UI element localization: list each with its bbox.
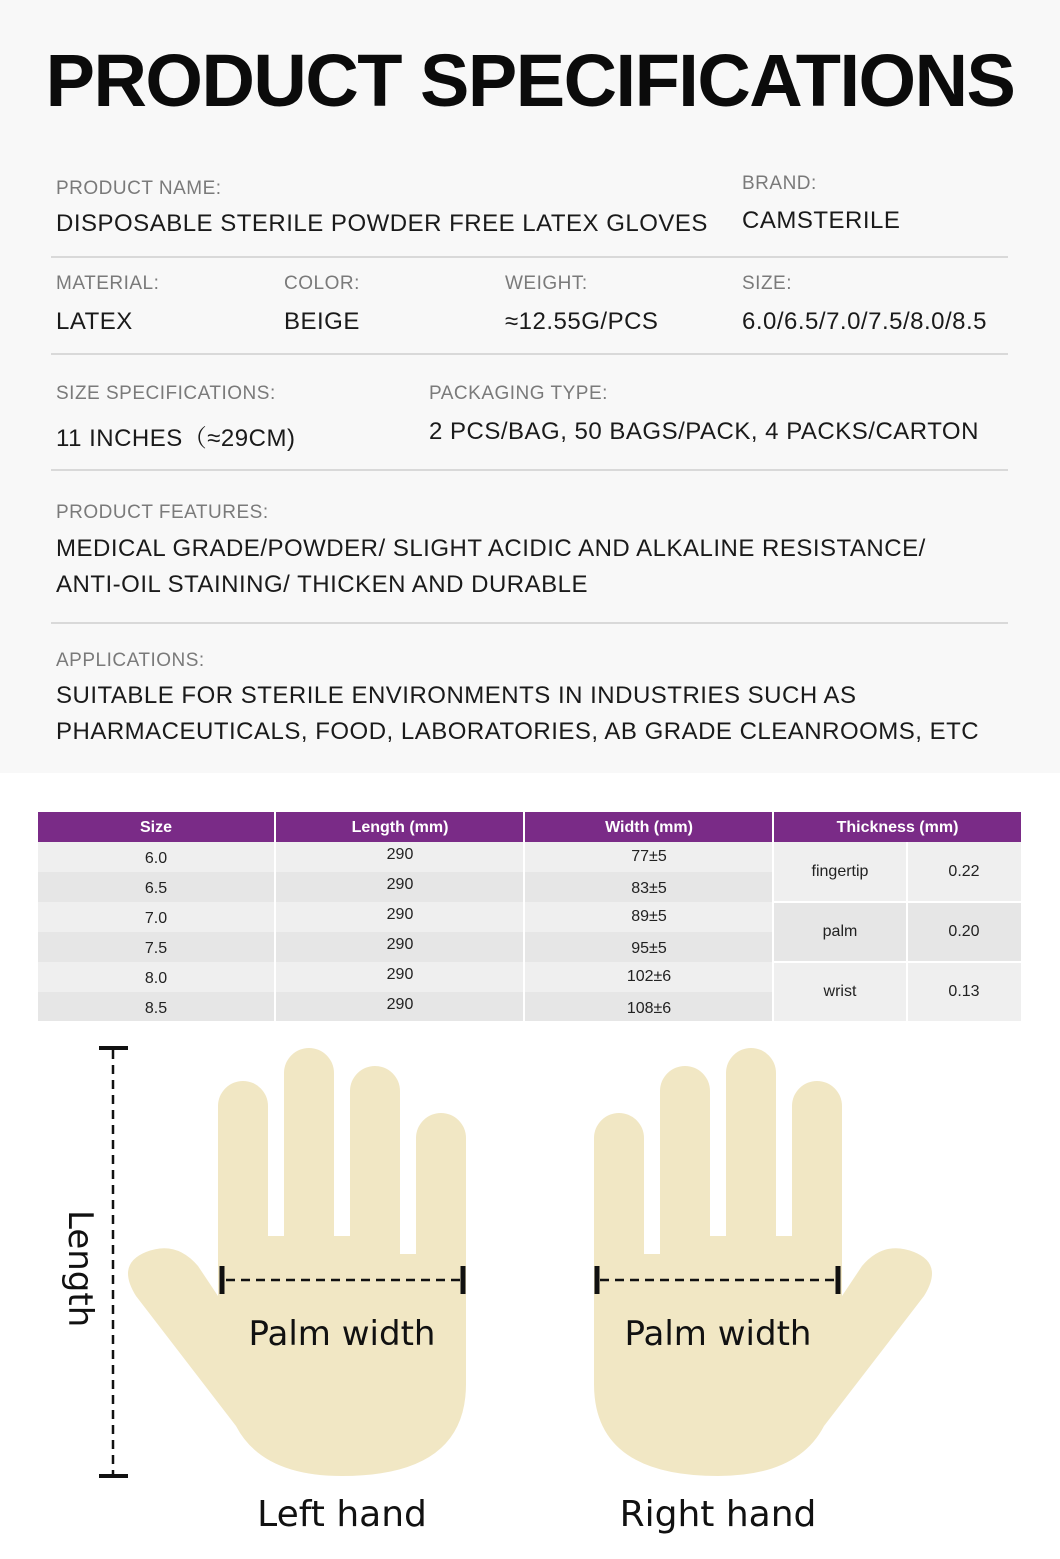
column-divider: [523, 842, 525, 1021]
thickness-value: 0.13: [948, 983, 980, 1000]
size-specifications-value: 11 INCHES（≈29CM): [56, 425, 296, 452]
glove-diagram: [0, 1030, 1060, 1559]
table-row: [38, 902, 773, 932]
thickness-part: fingertip: [811, 863, 869, 880]
column-divider: [906, 842, 908, 1021]
length-label: Length: [60, 1210, 100, 1328]
column-divider: [772, 842, 774, 1021]
applications-line1: SUITABLE FOR STERILE ENVIRONMENTS IN INDUSTRIES SUCH AS: [56, 682, 857, 709]
size-value: 6.0/6.5/7.0/7.5/8.0/8.5: [742, 308, 988, 335]
product-name-label: PRODUCT NAME:: [56, 178, 222, 199]
row-separator: [773, 961, 1021, 963]
size-cell: 8.5: [144, 1000, 168, 1017]
width-cell: 89±5: [631, 908, 667, 925]
size-specifications-label: SIZE SPECIFICATIONS:: [56, 383, 276, 404]
length-cell: 290: [386, 996, 414, 1013]
width-cell: 108±6: [626, 1000, 672, 1017]
left-hand-glove: [128, 1048, 466, 1476]
divider: [51, 256, 1008, 258]
material-label: MATERIAL:: [56, 273, 160, 294]
packaging-type-value: 2 PCS/BAG, 50 BAGS/PACK, 4 PACKS/CARTON: [429, 418, 979, 445]
table-row: [38, 962, 773, 992]
material-value: LATEX: [56, 308, 133, 335]
size-cell: 6.0: [144, 850, 168, 867]
thickness-part: palm: [822, 923, 858, 940]
width-cell: 77±5: [631, 848, 667, 865]
brand-value: CAMSTERILE: [742, 207, 901, 234]
table-row: [38, 992, 773, 1021]
thickness-row: [773, 902, 1021, 962]
product-features-line1: MEDICAL GRADE/POWDER/ SLIGHT ACIDIC AND ALKALINE RESISTANCE/: [56, 535, 926, 562]
divider: [51, 469, 1008, 471]
length-cell: 290: [386, 936, 414, 953]
left-palm-width-label: Palm width: [248, 1314, 436, 1354]
applications-line2: PHARMACEUTICALS, FOOD, LABORATORIES, AB GRADE CLEANROOMS, ETC: [56, 718, 980, 745]
width-cell: 102±6: [626, 968, 672, 985]
column-divider: [274, 842, 276, 1021]
product-features-label: PRODUCT FEATURES:: [56, 502, 269, 523]
width-cell: 83±5: [631, 880, 667, 897]
thickness-part: wrist: [823, 983, 857, 1000]
size-cell: 7.0: [144, 910, 168, 927]
applications-label: APPLICATIONS:: [56, 650, 205, 671]
header-length: Length (mm): [351, 819, 449, 836]
table-row: [38, 932, 773, 962]
size-table: [38, 812, 1021, 1021]
size-cell: 7.5: [144, 940, 168, 957]
size-cell: 8.0: [144, 970, 168, 987]
divider: [51, 353, 1008, 355]
row-separator: [773, 901, 1021, 903]
right-palm-width-label: Palm width: [624, 1314, 812, 1354]
table-row: [38, 872, 773, 902]
weight-label: WEIGHT:: [505, 273, 588, 294]
header-width: Width (mm): [605, 819, 693, 836]
table-header: [38, 812, 1021, 842]
thickness-value: 0.20: [948, 923, 980, 940]
thickness-value: 0.22: [948, 863, 980, 880]
right-hand-label: Right hand: [619, 1494, 817, 1535]
thickness-row: [773, 842, 1021, 902]
length-cell: 290: [386, 846, 414, 863]
product-name-value: DISPOSABLE STERILE POWDER FREE LATEX GLOVES: [56, 210, 708, 237]
packaging-type-label: PACKAGING TYPE:: [429, 383, 608, 404]
product-features-line2: ANTI-OIL STAINING/ THICKEN AND DURABLE: [56, 571, 588, 598]
length-label-wrapper: [56, 1206, 106, 1336]
page-title: PRODUCT SPECIFICATIONS: [45, 39, 1015, 122]
size-cell: 6.5: [144, 880, 168, 897]
weight-value: ≈12.55G/PCS: [505, 308, 659, 335]
color-label: COLOR:: [284, 273, 360, 294]
width-cell: 95±5: [631, 940, 667, 957]
brand-label: BRAND:: [742, 173, 817, 194]
divider: [51, 622, 1008, 624]
table-row: [38, 842, 773, 872]
left-hand-label: Left hand: [257, 1494, 427, 1535]
color-value: BEIGE: [284, 308, 360, 335]
header-thickness: Thickness (mm): [836, 819, 959, 836]
size-label: SIZE:: [742, 273, 793, 294]
length-cell: 290: [386, 966, 414, 983]
length-cell: 290: [386, 906, 414, 923]
length-cell: 290: [386, 876, 414, 893]
right-hand-glove: [594, 1048, 932, 1476]
thickness-row: [773, 962, 1021, 1021]
header-size: Size: [139, 819, 172, 836]
